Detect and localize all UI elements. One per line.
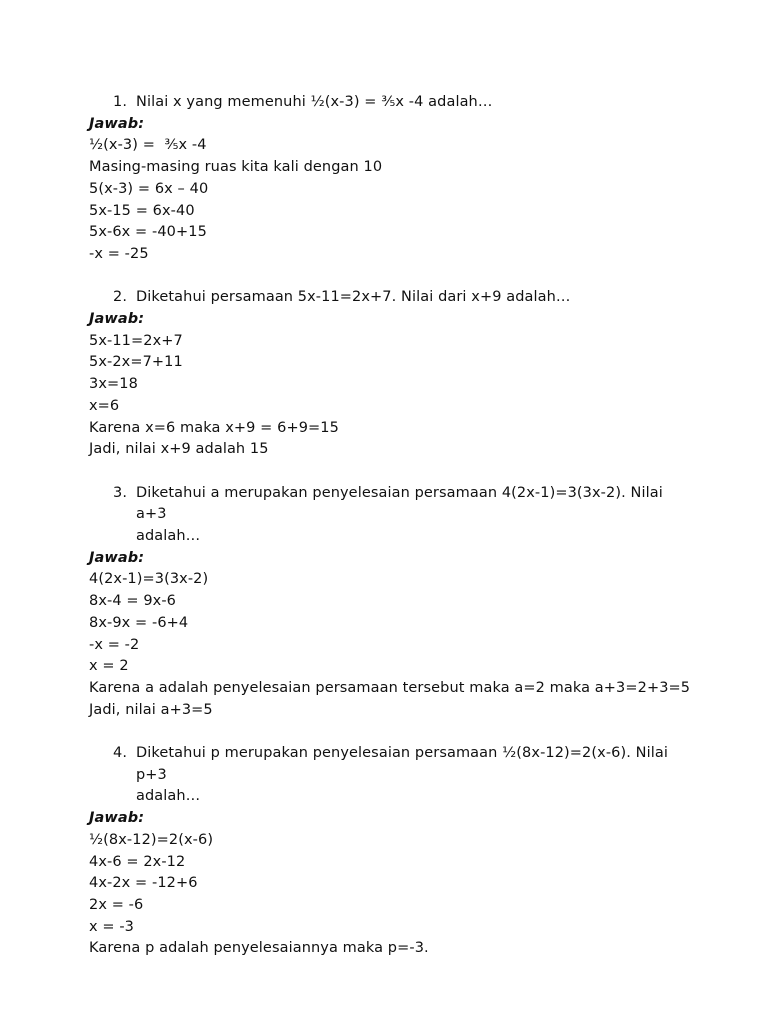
answer-line: Karena x=6 maka x+9 = 6+9=15 — [89, 419, 339, 436]
answer-line: x=6 — [89, 397, 120, 414]
answer-line: 5x-15 = 6x-40 — [89, 202, 195, 219]
question-text: Nilai x yang memenuhi ½(x-3) = ⅗x -4 adalah… — [136, 94, 493, 110]
answer-line: Jadi, nilai x+9 adalah 15 — [89, 441, 269, 458]
answer-label: Jawab: — [89, 115, 145, 132]
answer-line: ½(8x-12)=2(x-6) — [89, 831, 214, 848]
answer-line: 3x=18 — [89, 376, 138, 393]
worksheet-content — [89, 92, 689, 960]
question-text: Diketahui p merupakan penyelesaian persamaan ½(8x-12)=2(x-6). Nilai p+3 — [136, 745, 668, 783]
question-text-continued: adalah… — [136, 788, 201, 805]
answer-line: x = -3 — [89, 918, 135, 935]
answer-line: 5x-6x = -40+15 — [89, 224, 207, 241]
answer-line: 2x = -6 — [89, 896, 144, 913]
answer-line: 8x-4 = 9x-6 — [89, 593, 176, 610]
question-3 — [89, 483, 689, 548]
spacer — [89, 461, 689, 483]
answer-line: 4x-6 = 2x-12 — [89, 853, 186, 870]
question-1 — [89, 92, 689, 114]
answer-line: Masing-masing ruas kita kali dengan 10 — [89, 159, 383, 176]
answer-line: Karena a adalah penyelesaian persamaan tersebut maka a=2 maka a+3=2+3=5 — [89, 679, 691, 696]
question-text: Diketahui persamaan 5x-11=2x+7. Nilai dari x+9 adalah… — [136, 289, 571, 306]
question-number: 1. — [113, 94, 128, 110]
answer-line: -x = -25 — [89, 245, 149, 262]
question-number: 3. — [113, 484, 128, 501]
answer-line: 5x-2x=7+11 — [89, 354, 183, 371]
question-text-continued: adalah… — [136, 528, 201, 545]
answer-line: 5x-11=2x+7 — [89, 332, 183, 349]
answer-line: 4(2x-1)=3(3x-2) — [89, 571, 209, 588]
question-text: Diketahui a merupakan penyelesaian persamaan 4(2x-1)=3(3x-2). Nilai a+3 — [136, 484, 663, 523]
spacer — [89, 721, 689, 743]
answer-line: ½(x-3) = ⅗x -4 — [89, 137, 207, 154]
question-number: 2. — [113, 289, 128, 306]
answer-line: 8x-9x = -6+4 — [89, 614, 189, 631]
answer-line: 5(x-3) = 6x – 40 — [89, 180, 209, 197]
answer-label: Jawab: — [89, 311, 145, 328]
answer-label: Jawab: — [89, 810, 145, 827]
answer-line: -x = -2 — [89, 636, 140, 653]
answer-label: Jawab: — [89, 549, 145, 566]
question-2 — [89, 287, 689, 309]
answer-line: Karena p adalah penyelesaiannya maka p=-3. — [89, 940, 429, 957]
answer-line: x = 2 — [89, 658, 129, 675]
question-4 — [89, 743, 689, 808]
answer-line: 4x-2x = -12+6 — [89, 875, 198, 892]
answer-line: Jadi, nilai a+3=5 — [89, 701, 213, 718]
question-number: 4. — [113, 745, 128, 762]
spacer — [89, 266, 689, 288]
